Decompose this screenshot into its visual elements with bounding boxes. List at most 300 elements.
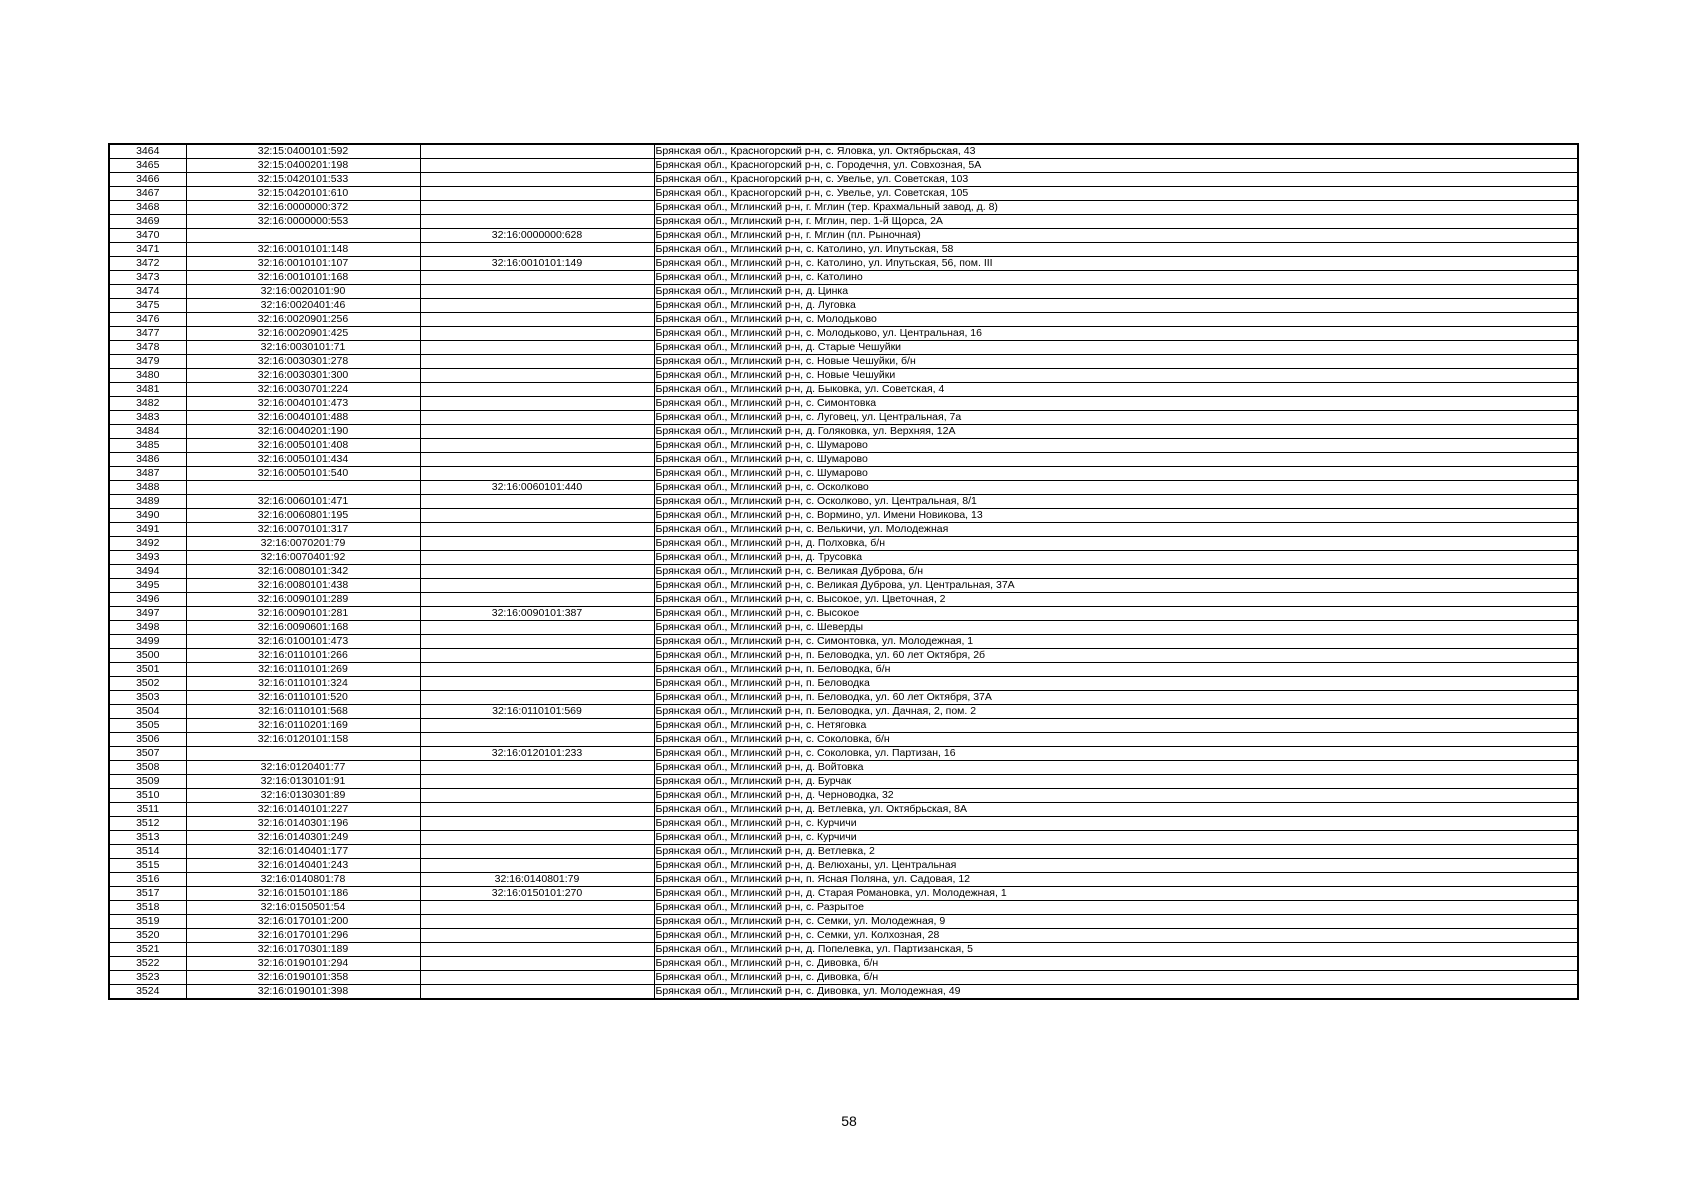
table-row [109,887,1578,901]
row-number-cell: 3492 [109,537,186,551]
cadastral-number-cell: 32:16:0070201:79 [186,537,420,551]
table-row [109,621,1578,635]
address-cell: Брянская обл., Мглинский р-н, п. Беловодка, б/н [654,663,1578,677]
related-cadastral-number-cell [420,467,654,481]
row-number-cell: 3485 [109,439,186,453]
table-row [109,859,1578,873]
table-row [109,201,1578,215]
table-row [109,523,1578,537]
address-cell: Брянская обл., Мглинский р-н, п. Беловодка, ул. 60 лет Октября, 37А [654,691,1578,705]
cadastral-number-cell: 32:16:0110101:266 [186,649,420,663]
row-number-cell: 3468 [109,201,186,215]
table-row [109,495,1578,509]
table-row [109,509,1578,523]
row-number-cell: 3521 [109,943,186,957]
cadastral-number-cell: 32:16:0190101:294 [186,957,420,971]
address-cell: Брянская обл., Мглинский р-н, д. Ветлевка, 2 [654,845,1578,859]
row-number-cell: 3523 [109,971,186,985]
row-number-cell: 3497 [109,607,186,621]
cadastral-number-cell: 32:16:0060101:471 [186,495,420,509]
table-row [109,439,1578,453]
cadastral-number-cell: 32:16:0030701:224 [186,383,420,397]
row-number-cell: 3474 [109,285,186,299]
related-cadastral-number-cell [420,551,654,565]
table-row [109,551,1578,565]
cadastral-number-cell: 32:16:0140801:78 [186,873,420,887]
table-row [109,649,1578,663]
row-number-cell: 3513 [109,831,186,845]
table-row [109,369,1578,383]
related-cadastral-number-cell [420,159,654,173]
related-cadastral-number-cell [420,215,654,229]
address-cell: Брянская обл., Мглинский р-н, с. Разрытое [654,901,1578,915]
table-row [109,467,1578,481]
address-cell: Брянская обл., Мглинский р-н, с. Высокое [654,607,1578,621]
cadastral-number-cell: 32:16:0020901:425 [186,327,420,341]
address-cell: Брянская обл., Мглинский р-н, с. Соколовка, б/н [654,733,1578,747]
address-cell: Брянская обл., Мглинский р-н, д. Трусовка [654,551,1578,565]
address-cell: Брянская обл., Мглинский р-н, с. Великая Дуброва, б/н [654,565,1578,579]
address-cell: Брянская обл., Мглинский р-н, д. Луговка [654,299,1578,313]
cadastral-number-cell: 32:16:0080101:438 [186,579,420,593]
cadastral-number-cell: 32:16:0020101:90 [186,285,420,299]
property-register-table [108,143,1579,1000]
related-cadastral-number-cell [420,425,654,439]
related-cadastral-number-cell [420,985,654,1000]
cadastral-number-cell [186,229,420,243]
related-cadastral-number-cell: 32:16:0010101:149 [420,257,654,271]
table-row [109,971,1578,985]
row-number-cell: 3490 [109,509,186,523]
table-row [109,747,1578,761]
table-row [109,663,1578,677]
table-row [109,579,1578,593]
table-row [109,355,1578,369]
row-number-cell: 3491 [109,523,186,537]
address-cell: Брянская обл., Мглинский р-н, с. Соколовка, ул. Партизан, 16 [654,747,1578,761]
cadastral-number-cell: 32:16:0040101:488 [186,411,420,425]
register-table-body [109,144,1578,999]
table-row [109,593,1578,607]
cadastral-number-cell: 32:16:0100101:473 [186,635,420,649]
address-cell: Брянская обл., Мглинский р-н, д. Голяковка, ул. Верхняя, 12А [654,425,1578,439]
row-number-cell: 3481 [109,383,186,397]
address-cell: Брянская обл., Мглинский р-н, п. Беловодка [654,677,1578,691]
address-cell: Брянская обл., Мглинский р-н, г. Мглин, пер. 1-й Щорса, 2А [654,215,1578,229]
table-row [109,327,1578,341]
related-cadastral-number-cell [420,243,654,257]
row-number-cell: 3484 [109,425,186,439]
row-number-cell: 3516 [109,873,186,887]
table-row [109,607,1578,621]
cadastral-number-cell: 32:16:0020901:256 [186,313,420,327]
address-cell: Брянская обл., Мглинский р-н, с. Семки, ул. Колхозная, 28 [654,929,1578,943]
related-cadastral-number-cell [420,453,654,467]
row-number-cell: 3514 [109,845,186,859]
related-cadastral-number-cell [420,621,654,635]
row-number-cell: 3499 [109,635,186,649]
cadastral-number-cell: 32:16:0020401:46 [186,299,420,313]
cadastral-number-cell: 32:16:0110201:169 [186,719,420,733]
related-cadastral-number-cell [420,635,654,649]
related-cadastral-number-cell [420,201,654,215]
row-number-cell: 3502 [109,677,186,691]
row-number-cell: 3487 [109,467,186,481]
cadastral-number-cell: 32:16:0070401:92 [186,551,420,565]
address-cell: Брянская обл., Мглинский р-н, д. Бурчак [654,775,1578,789]
address-cell: Брянская обл., Мглинский р-н, д. Цинка [654,285,1578,299]
cadastral-number-cell: 32:16:0170101:296 [186,929,420,943]
row-number-cell: 3470 [109,229,186,243]
related-cadastral-number-cell [420,859,654,873]
table-row [109,229,1578,243]
cadastral-number-cell: 32:16:0190101:398 [186,985,420,1000]
address-cell: Брянская обл., Мглинский р-н, с. Молодьково [654,313,1578,327]
related-cadastral-number-cell [420,383,654,397]
address-cell: Брянская обл., Мглинский р-н, д. Попелевка, ул. Партизанская, 5 [654,943,1578,957]
row-number-cell: 3494 [109,565,186,579]
related-cadastral-number-cell [420,803,654,817]
related-cadastral-number-cell [420,369,654,383]
table-row [109,901,1578,915]
table-row [109,383,1578,397]
table-row [109,817,1578,831]
cadastral-number-cell: 32:16:0090601:168 [186,621,420,635]
table-row [109,159,1578,173]
cadastral-number-cell: 32:16:0170301:189 [186,943,420,957]
row-number-cell: 3472 [109,257,186,271]
related-cadastral-number-cell [420,271,654,285]
cadastral-number-cell: 32:16:0010101:168 [186,271,420,285]
cadastral-number-cell: 32:16:0140101:227 [186,803,420,817]
table-row [109,733,1578,747]
cadastral-number-cell: 32:16:0000000:553 [186,215,420,229]
cadastral-number-cell: 32:16:0060801:195 [186,509,420,523]
address-cell: Брянская обл., Мглинский р-н, с. Вормино, ул. Имени Новикова, 13 [654,509,1578,523]
cadastral-number-cell: 32:16:0190101:358 [186,971,420,985]
table-row [109,873,1578,887]
cadastral-number-cell: 32:16:0050101:408 [186,439,420,453]
address-cell: Брянская обл., Мглинский р-н, с. Дивовка, б/н [654,971,1578,985]
cadastral-number-cell: 32:16:0140301:196 [186,817,420,831]
row-number-cell: 3467 [109,187,186,201]
table-row [109,691,1578,705]
cadastral-number-cell: 32:16:0070101:317 [186,523,420,537]
row-number-cell: 3469 [109,215,186,229]
table-row [109,929,1578,943]
cadastral-number-cell: 32:16:0080101:342 [186,565,420,579]
related-cadastral-number-cell [420,691,654,705]
address-cell: Брянская обл., Мглинский р-н, с. Новые Чешуйки, б/н [654,355,1578,369]
related-cadastral-number-cell [420,831,654,845]
related-cadastral-number-cell [420,817,654,831]
row-number-cell: 3489 [109,495,186,509]
related-cadastral-number-cell [420,733,654,747]
cadastral-number-cell: 32:16:0010101:107 [186,257,420,271]
row-number-cell: 3503 [109,691,186,705]
row-number-cell: 3476 [109,313,186,327]
address-cell: Брянская обл., Мглинский р-н, с. Высокое, ул. Цветочная, 2 [654,593,1578,607]
cadastral-number-cell: 32:16:0090101:281 [186,607,420,621]
related-cadastral-number-cell [420,579,654,593]
table-row [109,761,1578,775]
related-cadastral-number-cell [420,285,654,299]
table-row [109,341,1578,355]
row-number-cell: 3475 [109,299,186,313]
row-number-cell: 3508 [109,761,186,775]
address-cell: Брянская обл., Мглинский р-н, с. Католино, ул. Ипутьская, 56, пом. III [654,257,1578,271]
cadastral-number-cell: 32:16:0030301:278 [186,355,420,369]
table-row [109,481,1578,495]
cadastral-number-cell [186,481,420,495]
address-cell: Брянская обл., Мглинский р-н, с. Шумарово [654,467,1578,481]
row-number-cell: 3471 [109,243,186,257]
address-cell: Брянская обл., Мглинский р-н, д. Полховка, б/н [654,537,1578,551]
row-number-cell: 3510 [109,789,186,803]
row-number-cell: 3515 [109,859,186,873]
table-row [109,187,1578,201]
cadastral-number-cell: 32:16:0130301:89 [186,789,420,803]
table-row [109,845,1578,859]
related-cadastral-number-cell: 32:16:0000000:628 [420,229,654,243]
related-cadastral-number-cell [420,957,654,971]
table-row [109,789,1578,803]
address-cell: Брянская обл., Мглинский р-н, с. Дивовка, б/н [654,957,1578,971]
table-row [109,943,1578,957]
cadastral-number-cell: 32:16:0140401:243 [186,859,420,873]
address-cell: Брянская обл., Мглинский р-н, п. Беловодка, ул. 60 лет Октября, 2б [654,649,1578,663]
table-row [109,831,1578,845]
related-cadastral-number-cell [420,719,654,733]
related-cadastral-number-cell: 32:16:0110101:569 [420,705,654,719]
cadastral-number-cell: 32:16:0150101:186 [186,887,420,901]
table-row [109,985,1578,1000]
cadastral-number-cell: 32:16:0130101:91 [186,775,420,789]
row-number-cell: 3519 [109,915,186,929]
related-cadastral-number-cell [420,144,654,159]
row-number-cell: 3466 [109,173,186,187]
cadastral-number-cell: 32:16:0120101:158 [186,733,420,747]
row-number-cell: 3509 [109,775,186,789]
related-cadastral-number-cell [420,761,654,775]
cadastral-number-cell: 32:16:0040201:190 [186,425,420,439]
related-cadastral-number-cell: 32:16:0060101:440 [420,481,654,495]
cadastral-number-cell: 32:15:0400101:592 [186,144,420,159]
related-cadastral-number-cell: 32:16:0140801:79 [420,873,654,887]
table-row [109,803,1578,817]
address-cell: Брянская обл., Мглинский р-н, с. Католино, ул. Ипутьская, 58 [654,243,1578,257]
cadastral-number-cell: 32:16:0140401:177 [186,845,420,859]
cadastral-number-cell: 32:16:0140301:249 [186,831,420,845]
row-number-cell: 3480 [109,369,186,383]
related-cadastral-number-cell: 32:16:0150101:270 [420,887,654,901]
cadastral-number-cell: 32:16:0150501:54 [186,901,420,915]
address-cell: Брянская обл., Красногорский р-н, с. Увелье, ул. Советская, 103 [654,173,1578,187]
table-row [109,537,1578,551]
address-cell: Брянская обл., Красногорский р-н, с. Увелье, ул. Советская, 105 [654,187,1578,201]
row-number-cell: 3498 [109,621,186,635]
cadastral-number-cell: 32:16:0010101:148 [186,243,420,257]
related-cadastral-number-cell [420,439,654,453]
table-row [109,915,1578,929]
row-number-cell: 3505 [109,719,186,733]
row-number-cell: 3483 [109,411,186,425]
row-number-cell: 3520 [109,929,186,943]
address-cell: Брянская обл., Мглинский р-н, п. Беловодка, ул. Дачная, 2, пом. 2 [654,705,1578,719]
cadastral-number-cell: 32:16:0090101:289 [186,593,420,607]
address-cell: Брянская обл., Мглинский р-н, д. Черноводка, 32 [654,789,1578,803]
related-cadastral-number-cell [420,173,654,187]
row-number-cell: 3504 [109,705,186,719]
address-cell: Брянская обл., Мглинский р-н, с. Курчичи [654,817,1578,831]
related-cadastral-number-cell [420,537,654,551]
related-cadastral-number-cell [420,677,654,691]
cadastral-number-cell: 32:15:0400201:198 [186,159,420,173]
address-cell: Брянская обл., Мглинский р-н, п. Ясная Поляна, ул. Садовая, 12 [654,873,1578,887]
table-row [109,257,1578,271]
row-number-cell: 3522 [109,957,186,971]
cadastral-number-cell: 32:16:0110101:568 [186,705,420,719]
address-cell: Брянская обл., Мглинский р-н, г. Мглин (пл. Рыночная) [654,229,1578,243]
related-cadastral-number-cell [420,187,654,201]
address-cell: Брянская обл., Мглинский р-н, г. Мглин (тер. Крахмальный завод, д. 8) [654,201,1578,215]
table-row [109,957,1578,971]
related-cadastral-number-cell: 32:16:0090101:387 [420,607,654,621]
related-cadastral-number-cell [420,915,654,929]
row-number-cell: 3473 [109,271,186,285]
row-number-cell: 3465 [109,159,186,173]
address-cell: Брянская обл., Мглинский р-н, с. Дивовка, ул. Молодежная, 49 [654,985,1578,1000]
address-cell: Брянская обл., Мглинский р-н, с. Осколково [654,481,1578,495]
cadastral-number-cell: 32:16:0110101:269 [186,663,420,677]
table-row [109,299,1578,313]
related-cadastral-number-cell [420,901,654,915]
row-number-cell: 3478 [109,341,186,355]
row-number-cell: 3488 [109,481,186,495]
address-cell: Брянская обл., Мглинский р-н, д. Старые Чешуйки [654,341,1578,355]
row-number-cell: 3495 [109,579,186,593]
row-number-cell: 3496 [109,593,186,607]
row-number-cell: 3511 [109,803,186,817]
row-number-cell: 3506 [109,733,186,747]
address-cell: Брянская обл., Мглинский р-н, с. Новые Чешуйки [654,369,1578,383]
row-number-cell: 3482 [109,397,186,411]
cadastral-number-cell: 32:16:0000000:372 [186,201,420,215]
cadastral-number-cell [186,747,420,761]
row-number-cell: 3518 [109,901,186,915]
address-cell: Брянская обл., Красногорский р-н, с. Яловка, ул. Октябрьская, 43 [654,144,1578,159]
address-cell: Брянская обл., Мглинский р-н, с. Нетяговка [654,719,1578,733]
row-number-cell: 3493 [109,551,186,565]
cadastral-number-cell: 32:16:0110101:520 [186,691,420,705]
address-cell: Брянская обл., Мглинский р-н, с. Шеверды [654,621,1578,635]
cadastral-number-cell: 32:16:0050101:434 [186,453,420,467]
related-cadastral-number-cell [420,565,654,579]
related-cadastral-number-cell [420,355,654,369]
row-number-cell: 3517 [109,887,186,901]
address-cell: Брянская обл., Мглинский р-н, с. Симонтовка, ул. Молодежная, 1 [654,635,1578,649]
address-cell: Брянская обл., Мглинский р-н, с. Шумарово [654,439,1578,453]
cadastral-number-cell: 32:16:0110101:324 [186,677,420,691]
table-row [109,313,1578,327]
table-row [109,144,1578,159]
related-cadastral-number-cell [420,663,654,677]
related-cadastral-number-cell [420,411,654,425]
related-cadastral-number-cell [420,943,654,957]
related-cadastral-number-cell [420,649,654,663]
cadastral-number-cell: 32:16:0170101:200 [186,915,420,929]
table-row [109,565,1578,579]
table-row [109,285,1578,299]
cadastral-number-cell: 32:15:0420101:533 [186,173,420,187]
table-row [109,397,1578,411]
address-cell: Брянская обл., Мглинский р-н, с. Симонтовка [654,397,1578,411]
row-number-cell: 3512 [109,817,186,831]
table-row [109,243,1578,257]
table-row [109,173,1578,187]
address-cell: Брянская обл., Мглинский р-н, д. Ветлевка, ул. Октябрьская, 8А [654,803,1578,817]
address-cell: Брянская обл., Мглинский р-н, с. Шумарово [654,453,1578,467]
related-cadastral-number-cell [420,971,654,985]
cadastral-number-cell: 32:16:0030301:300 [186,369,420,383]
table-row [109,425,1578,439]
address-cell: Брянская обл., Мглинский р-н, с. Великая Дуброва, ул. Центральная, 37А [654,579,1578,593]
related-cadastral-number-cell [420,789,654,803]
address-cell: Брянская обл., Мглинский р-н, д. Быковка, ул. Советская, 4 [654,383,1578,397]
table-row [109,411,1578,425]
table-row [109,215,1578,229]
related-cadastral-number-cell [420,845,654,859]
row-number-cell: 3479 [109,355,186,369]
related-cadastral-number-cell [420,523,654,537]
table-row [109,719,1578,733]
row-number-cell: 3477 [109,327,186,341]
table-row [109,635,1578,649]
cadastral-number-cell: 32:16:0120401:77 [186,761,420,775]
related-cadastral-number-cell [420,327,654,341]
row-number-cell: 3486 [109,453,186,467]
table-row [109,271,1578,285]
row-number-cell: 3524 [109,985,186,1000]
related-cadastral-number-cell [420,397,654,411]
address-cell: Брянская обл., Мглинский р-н, с. Курчичи [654,831,1578,845]
cadastral-number-cell: 32:16:0040101:473 [186,397,420,411]
cadastral-number-cell: 32:16:0030101:71 [186,341,420,355]
related-cadastral-number-cell [420,775,654,789]
address-cell: Брянская обл., Мглинский р-н, с. Семки, ул. Молодежная, 9 [654,915,1578,929]
row-number-cell: 3501 [109,663,186,677]
address-cell: Брянская обл., Мглинский р-н, с. Осколково, ул. Центральная, 8/1 [654,495,1578,509]
row-number-cell: 3464 [109,144,186,159]
cadastral-number-cell: 32:15:0420101:610 [186,187,420,201]
cadastral-number-cell: 32:16:0050101:540 [186,467,420,481]
related-cadastral-number-cell [420,341,654,355]
table-row [109,705,1578,719]
address-cell: Брянская обл., Красногорский р-н, с. Городечня, ул. Совхозная, 5А [654,159,1578,173]
row-number-cell: 3507 [109,747,186,761]
address-cell: Брянская обл., Мглинский р-н, д. Войтовка [654,761,1578,775]
address-cell: Брянская обл., Мглинский р-н, с. Католино [654,271,1578,285]
related-cadastral-number-cell [420,509,654,523]
table-row [109,775,1578,789]
related-cadastral-number-cell [420,313,654,327]
related-cadastral-number-cell: 32:16:0120101:233 [420,747,654,761]
table-row [109,677,1578,691]
related-cadastral-number-cell [420,299,654,313]
related-cadastral-number-cell [420,495,654,509]
address-cell: Брянская обл., Мглинский р-н, с. Луговец, ул. Центральная, 7а [654,411,1578,425]
table-row [109,453,1578,467]
